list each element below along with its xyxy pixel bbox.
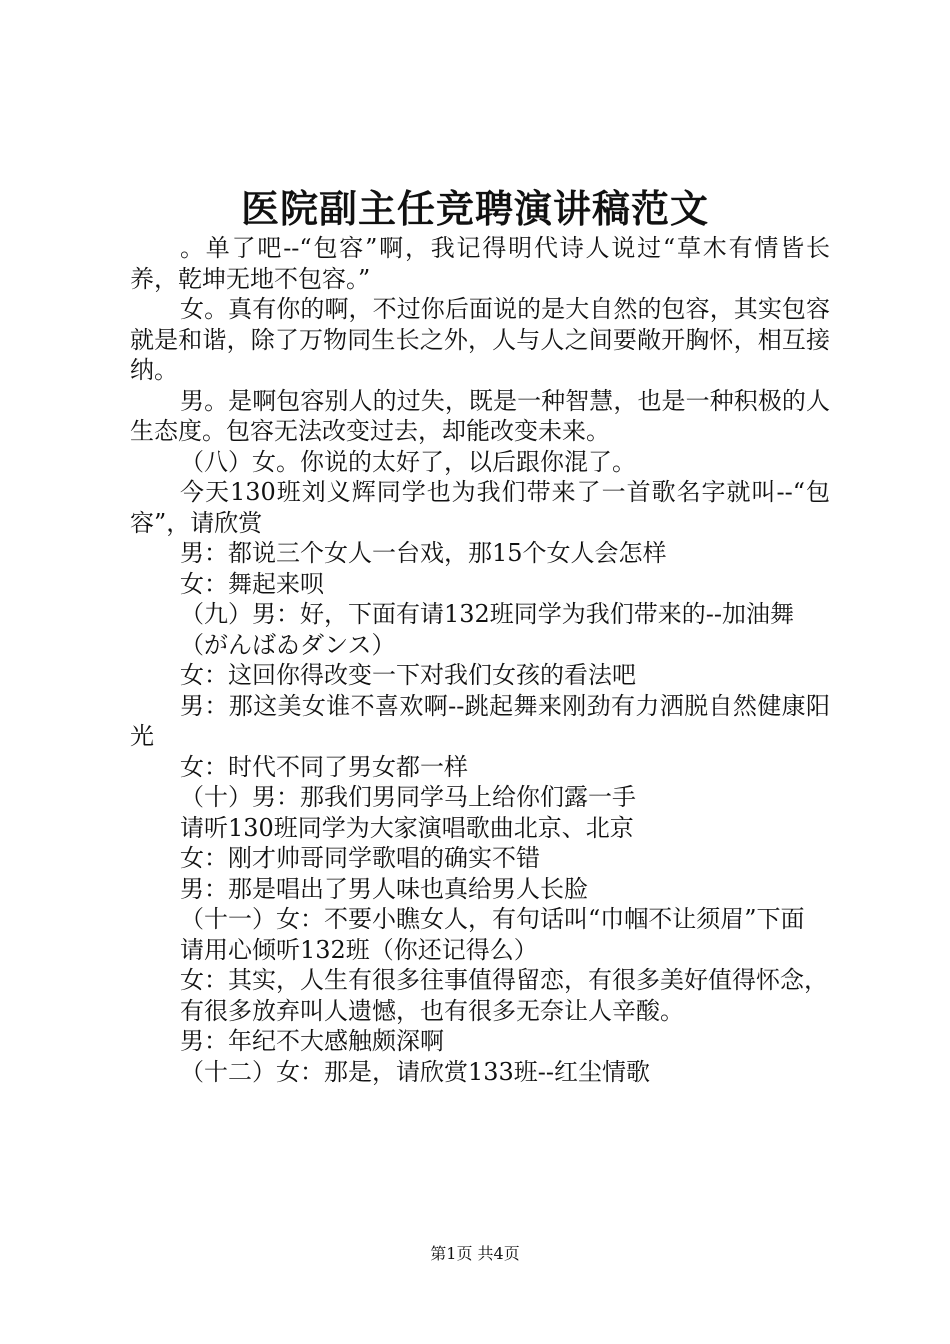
paragraph: （十）男：那我们男同学马上给你们露一手 [180, 783, 636, 811]
paragraph: 女：其实，人生有很多往事值得留恋，有很多美好值得怀念， [180, 966, 828, 994]
paragraph: 女：舞起来呗 [180, 569, 324, 598]
paragraph: （九）男：好，下面有请132班同学为我们带来的--加油舞 [180, 600, 795, 628]
paragraph: 女。真有你的啊，不过你后面说的是大自然的包容，其实包容就是和谐，除了万物同生长之外，人与人之间要敞开胸怀，相互接纳。 [130, 295, 830, 384]
paragraph: 女：时代不同了男女都一样 [180, 752, 468, 781]
paragraph: （十二）女：那是，请欣赏133班--红尘情歌 [180, 1057, 651, 1086]
paragraph: 今天130班刘义辉同学也为我们带来了一首歌名字就叫--“包容”，请欣赏 [130, 478, 830, 537]
paragraph: 女：这回你得改变一下对我们女孩的看法吧 [180, 661, 636, 689]
paragraph: 男：那这美女谁不喜欢啊--跳起舞来刚劲有力洒脱自然健康阳光 [130, 691, 830, 750]
page-title: 医院副主任竞聘演讲稿范文 [240, 186, 709, 231]
paragraph: （がんばゐダンス） [180, 630, 396, 659]
paragraph: （八）女。你说的太好了，以后跟你混了。 [180, 447, 636, 476]
paragraph: （十一）女：不要小瞧女人，有句话叫“巾帼不让须眉”下面 [180, 905, 805, 933]
paragraph: 有很多放弃叫人遗憾，也有很多无奈让人辛酸。 [180, 996, 684, 1025]
paragraph: 。单了吧--“包容”啊，我记得明代诗人说过“草木有情皆长养，乾坤无地不包容。” [130, 234, 830, 293]
document-body [130, 233, 830, 1087]
paragraph: 男：那是唱出了男人味也真给男人长脸 [180, 874, 588, 903]
paragraph: 请用心倾听132班（你还记得么） [180, 935, 538, 964]
paragraph: 女：刚才帅哥同学歌唱的确实不错 [180, 844, 540, 872]
paragraph: 请听130班同学为大家演唱歌曲北京、北京 [180, 813, 634, 842]
paragraph: 男：年纪不大感触颇深啊 [180, 1027, 444, 1055]
paragraph: 男：都说三个女人一台戏，那15个女人会怎样 [180, 539, 667, 567]
page-number: 第1页 共4页 [430, 1244, 520, 1263]
paragraph: 男。是啊包容别人的过失，既是一种智慧，也是一种积极的人生态度。包容无法改变过去，却能改变未来。 [130, 386, 830, 445]
